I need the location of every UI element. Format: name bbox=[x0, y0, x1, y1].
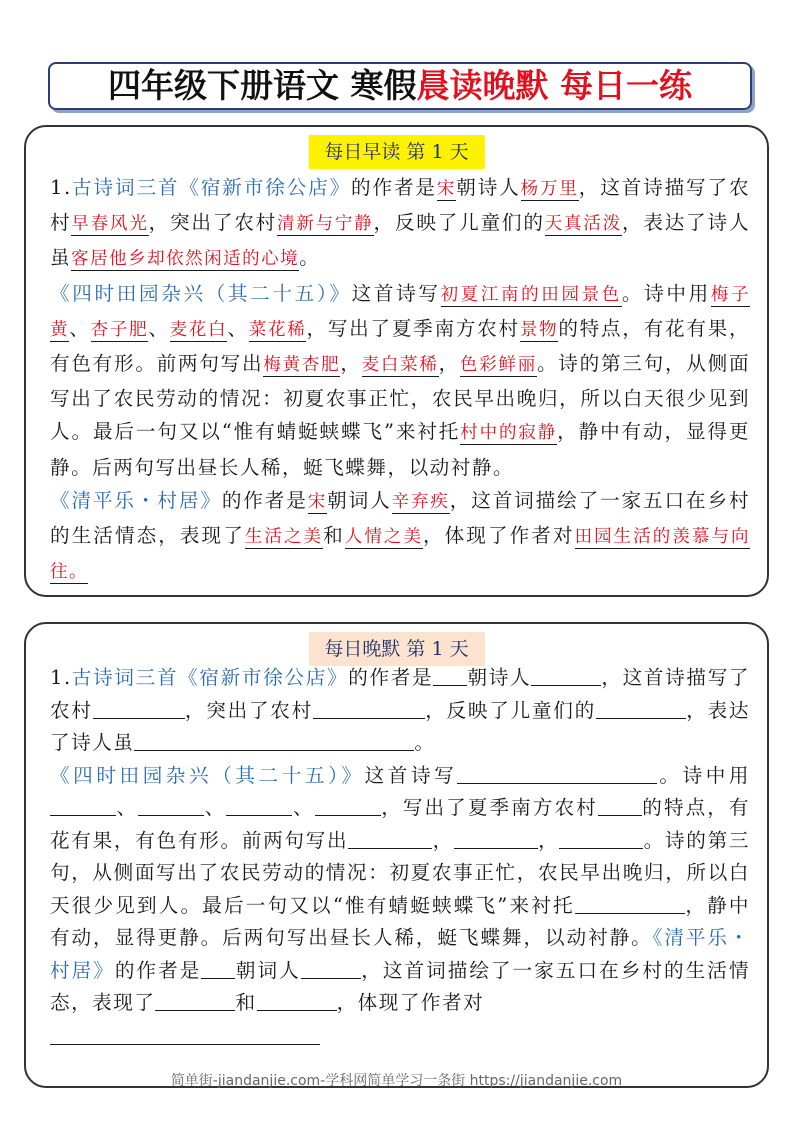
poem-title: 《四时田园杂兴（其二十五）》 bbox=[50, 763, 365, 787]
blank-line[interactable] bbox=[50, 795, 116, 816]
text: ，这首词描绘了一家五口在乡村的生活情态，表现了 bbox=[50, 488, 751, 548]
text: ，突出了农村 bbox=[148, 211, 278, 235]
answer: 宋 bbox=[307, 491, 328, 512]
text: 。诗中用 bbox=[621, 281, 711, 305]
text: ， bbox=[438, 352, 460, 376]
title-part-highlight: 晨读晚默 每日一练 bbox=[416, 66, 692, 105]
poem-title: 《清平乐・村居》 bbox=[50, 926, 751, 982]
morning-card-title: 每日早读 第 1 天 bbox=[308, 135, 484, 169]
evening-card-title: 每日晚默 第 1 天 bbox=[308, 632, 484, 666]
text: ，静中有动，显得更静。后两句写出昼长人稀，蜓飞蝶舞，以动衬静。 bbox=[50, 893, 750, 949]
text: 。 bbox=[299, 246, 321, 270]
blank-line[interactable] bbox=[598, 795, 642, 816]
answer: 麦白菜稀 bbox=[361, 355, 439, 376]
answer: 辛弃疾 bbox=[391, 491, 450, 512]
text: ，写出了夏季南方农村 bbox=[380, 796, 598, 819]
blank-line[interactable] bbox=[155, 990, 235, 1011]
text: 、 bbox=[292, 796, 315, 819]
title-part-grade: 四年级下册语文 寒假 bbox=[108, 66, 417, 105]
text: ，反映了儿童们的 bbox=[425, 698, 596, 722]
answer: 菜花稀 bbox=[248, 319, 307, 340]
blank-line[interactable] bbox=[201, 958, 235, 979]
evening-text bbox=[50, 662, 750, 1020]
evening-dictation-card bbox=[24, 622, 769, 1088]
answer: 色彩鲜丽 bbox=[459, 355, 537, 376]
blank-line[interactable] bbox=[301, 958, 361, 979]
text: 、 bbox=[69, 316, 91, 340]
answer: 景物 bbox=[519, 319, 559, 340]
text: 朝词人 bbox=[327, 488, 392, 512]
poem-title: 《四时田园杂兴（其二十五）》 bbox=[50, 281, 352, 305]
text: ， bbox=[432, 828, 454, 852]
text: ，表达了诗人虽 bbox=[50, 211, 751, 270]
answer: 清新与宁静 bbox=[277, 214, 374, 235]
answer: 梅黄杏肥 bbox=[263, 355, 341, 376]
text: ， bbox=[340, 352, 362, 376]
text: 、 bbox=[227, 316, 249, 340]
text: ，体现了作者对 bbox=[423, 524, 575, 548]
text: ，这首诗描写了农村 bbox=[50, 666, 751, 722]
blank-line[interactable] bbox=[348, 828, 432, 849]
footer-watermark: 简单街-jiandanjie.com-学科网简单学习一条街 https://jiandanjie.com bbox=[170, 1073, 623, 1089]
blank-line[interactable] bbox=[134, 730, 414, 751]
item-number: 1. bbox=[50, 666, 72, 689]
text: 这首诗写 bbox=[364, 763, 458, 787]
text: 、 bbox=[116, 796, 139, 819]
text: 的作者是 bbox=[348, 666, 434, 689]
answer: 梅子黄 bbox=[50, 284, 751, 340]
morning-reading-card bbox=[24, 125, 769, 597]
answer: 杨万里 bbox=[520, 179, 579, 199]
text: ， bbox=[537, 828, 560, 852]
text: ，反映了儿童们的 bbox=[373, 211, 545, 235]
blank-line[interactable] bbox=[596, 698, 686, 719]
answer: 生活之美 bbox=[244, 527, 324, 548]
text: 、 bbox=[148, 316, 170, 340]
text: 的特点，有花有果，有色有形。前两句写出 bbox=[50, 316, 751, 376]
blank-line[interactable] bbox=[457, 763, 657, 784]
text: 朝诗人 bbox=[467, 666, 532, 689]
answer: 村中的寂静 bbox=[460, 423, 558, 444]
blank-line[interactable] bbox=[226, 795, 292, 816]
text: 这首诗写 bbox=[351, 281, 441, 305]
text: ，这首诗描写了农村 bbox=[50, 176, 751, 235]
text: 的作者是 bbox=[221, 488, 308, 512]
text: ，突出了农村 bbox=[184, 698, 313, 722]
poem-title: 《清平乐・村居》 bbox=[50, 488, 222, 512]
text: 。 bbox=[414, 731, 436, 754]
answer-line[interactable] bbox=[50, 1044, 320, 1045]
text: 。诗的第三句，从侧面写出了农民劳动的情况：初夏农事正忙，农民早出晚归，所以白天很少见到人。最后一句又以“惟有蜻蜓蛱蝶飞”来衬托 bbox=[50, 352, 751, 444]
blank-line[interactable] bbox=[257, 990, 337, 1011]
morning-text bbox=[50, 171, 750, 589]
text: ，体现了作者对 bbox=[336, 991, 485, 1014]
blank-line[interactable] bbox=[559, 828, 643, 849]
text: ，这首词描绘了一家五口在乡村的生活情态，表现了 bbox=[50, 958, 751, 1014]
text: 和 bbox=[323, 524, 345, 548]
text: 。诗的第三句，从侧面写出了农民劳动的情况：初夏农事正忙，农民早出晚归，所以白天很少见到人。最后一句又以“惟有蜻蜓蛱蝶飞”来衬托 bbox=[50, 828, 750, 917]
blank-line[interactable] bbox=[433, 665, 467, 686]
text: ，静中有动，显得更静。后两句写出昼长人稀，蜓飞蝶舞，以动衬静。 bbox=[50, 420, 750, 479]
blank-line[interactable] bbox=[313, 698, 425, 719]
blank-line[interactable] bbox=[531, 665, 601, 686]
poem-title: 古诗词三首《宿新市徐公店》 bbox=[71, 666, 349, 689]
item-number: 1. bbox=[50, 176, 72, 199]
text: 。诗中用 bbox=[657, 763, 751, 787]
page-title bbox=[48, 62, 752, 110]
poem-title: 古诗词三首《宿新市徐公店》 bbox=[71, 176, 352, 199]
answer: 田园生活的羡慕与向往。 bbox=[50, 527, 751, 583]
blank-line[interactable] bbox=[454, 828, 538, 849]
blank-line[interactable] bbox=[138, 795, 204, 816]
text: ，写出了夏季南方农村 bbox=[306, 316, 520, 340]
answer: 早春风光 bbox=[71, 214, 149, 235]
text: 的特点，有花有果，有色有形。前两句写出 bbox=[50, 796, 751, 852]
answer: 天真活泼 bbox=[544, 214, 622, 235]
answer: 麦花白 bbox=[169, 319, 228, 340]
answer: 宋 bbox=[436, 179, 457, 199]
blank-line[interactable] bbox=[315, 795, 381, 816]
text: 的作者是 bbox=[351, 176, 437, 199]
answer: 客居他乡却依然闲适的心境 bbox=[71, 249, 300, 270]
answer: 杏子肥 bbox=[90, 319, 149, 340]
text: 、 bbox=[204, 796, 227, 819]
text: 朝诗人 bbox=[456, 176, 521, 199]
text: 和 bbox=[235, 991, 257, 1014]
blank-line[interactable] bbox=[93, 698, 185, 719]
text: ，表达了诗人虽 bbox=[50, 698, 751, 754]
answer: 人情之美 bbox=[344, 527, 423, 548]
answer: 初夏江南的田园景色 bbox=[440, 284, 622, 305]
blank-line[interactable] bbox=[575, 893, 685, 914]
text: 朝词人 bbox=[235, 958, 301, 982]
text: 的作者是 bbox=[114, 958, 202, 982]
